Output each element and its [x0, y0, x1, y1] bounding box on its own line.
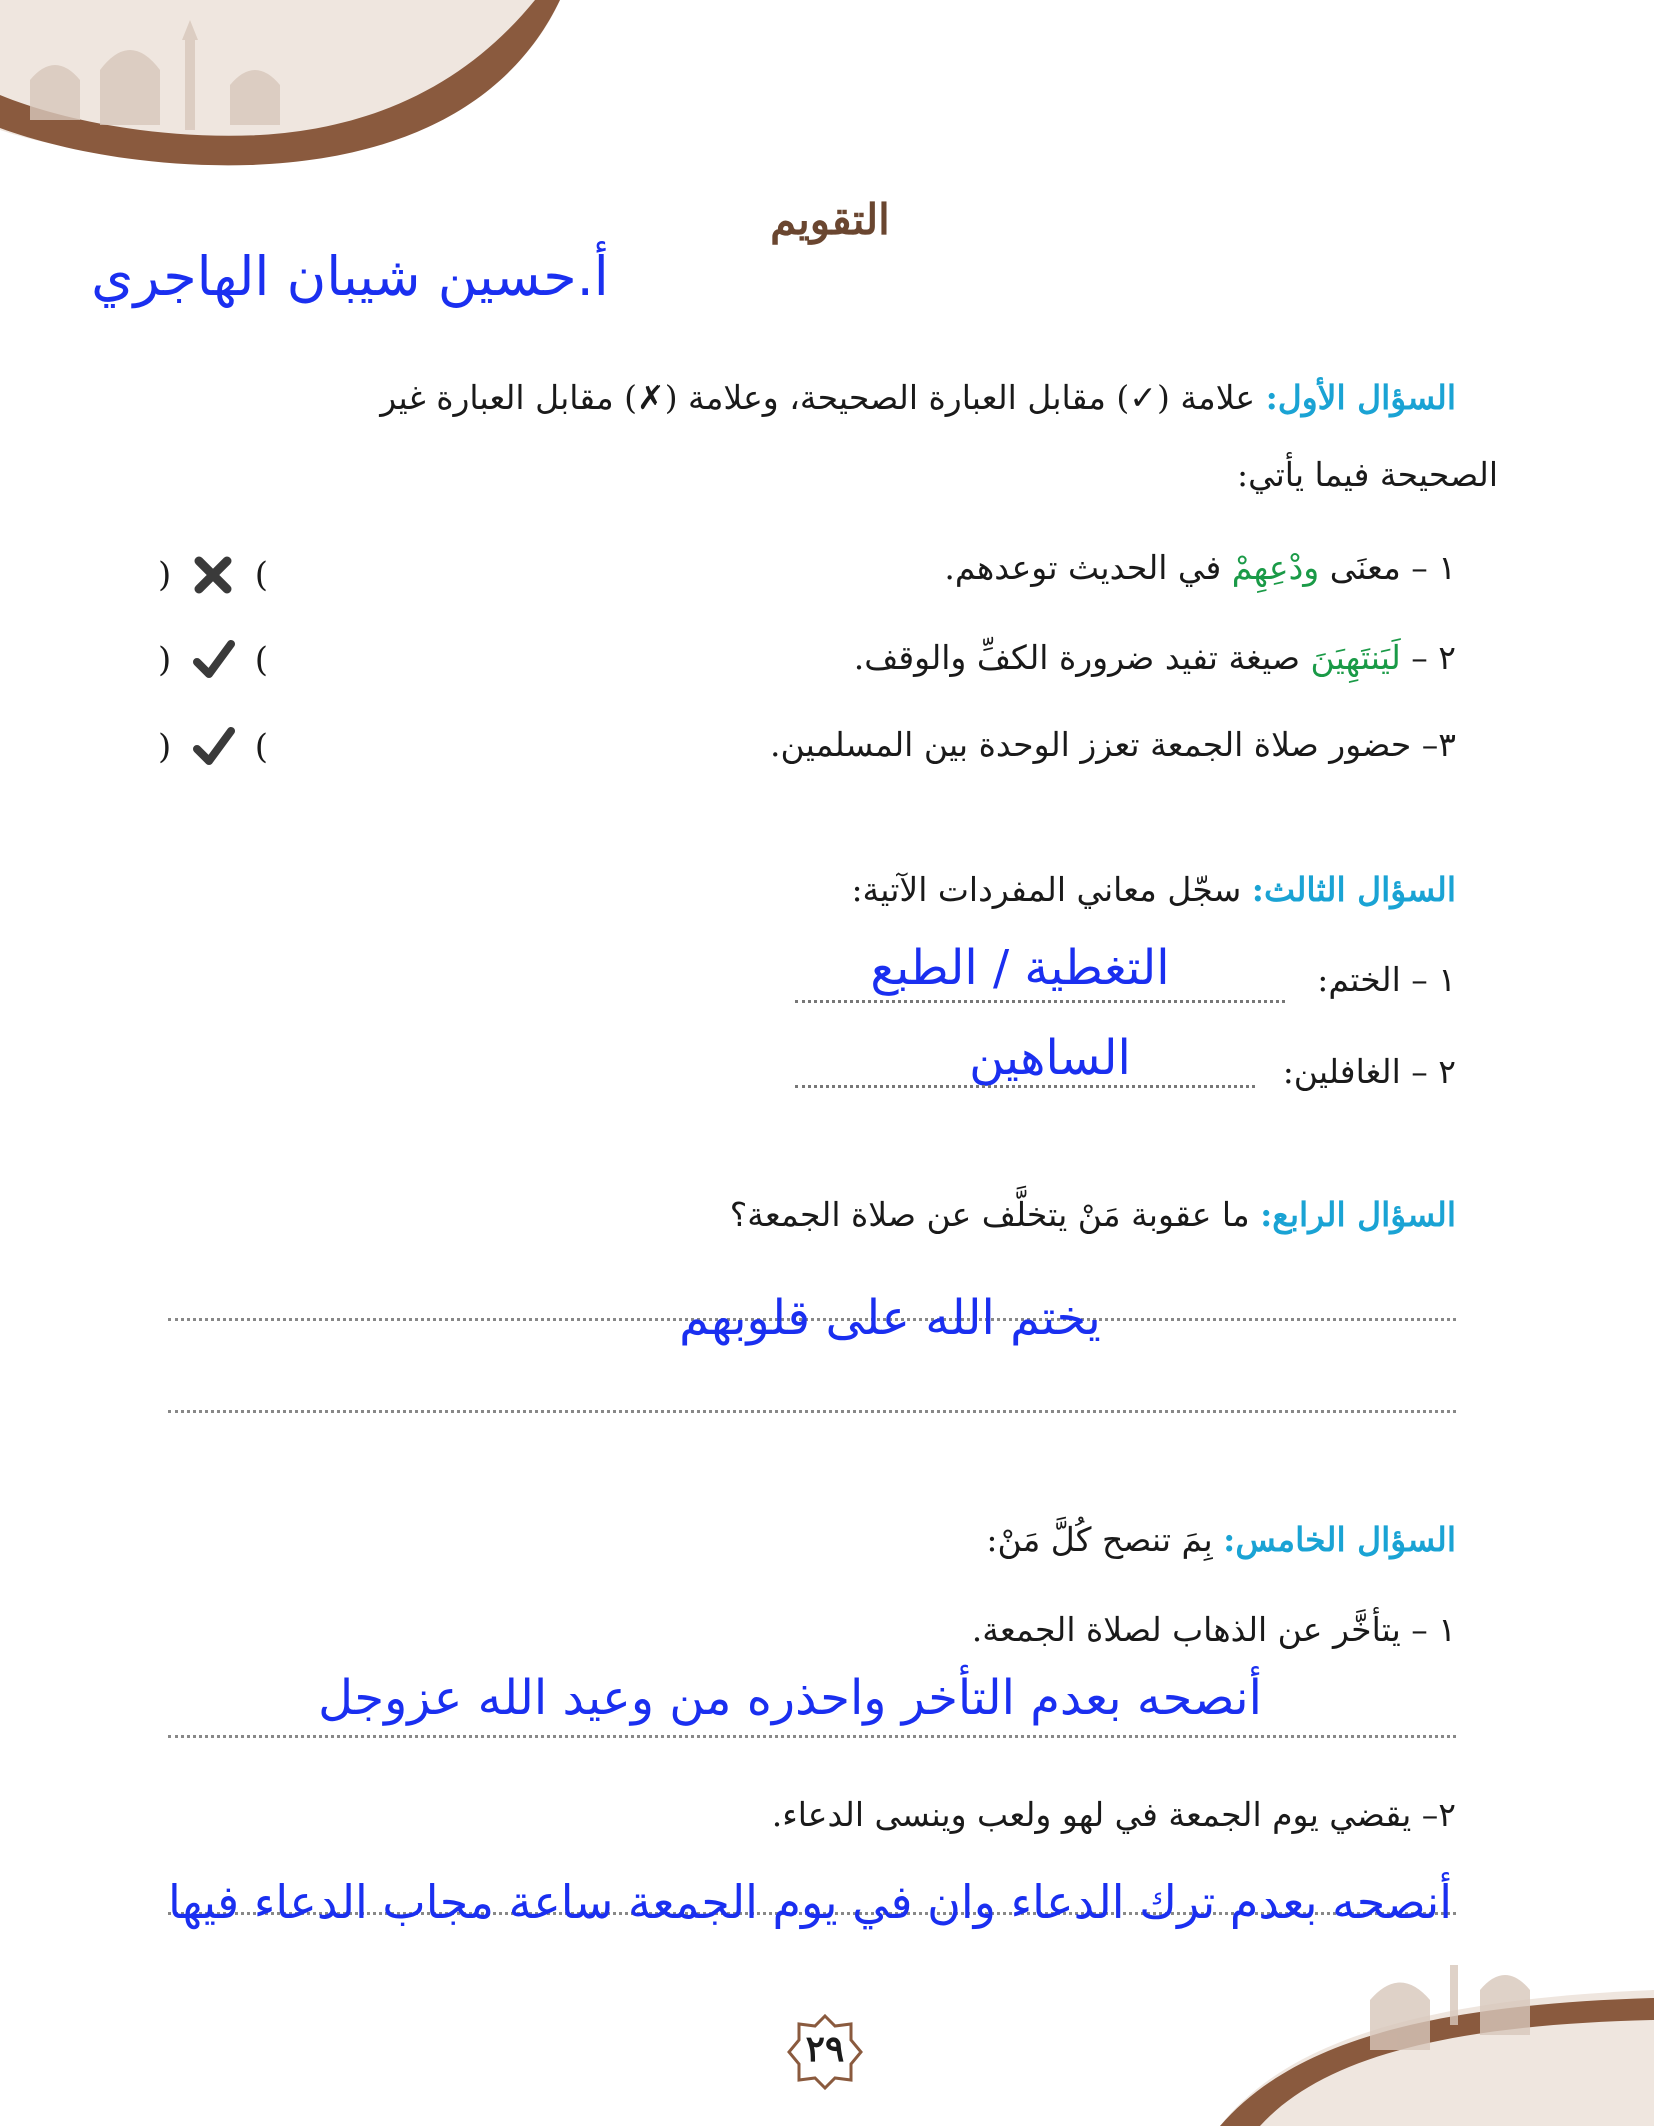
q1-item-3	[456, 725, 1456, 764]
answer-line	[168, 1410, 1456, 1413]
paren-right: )	[158, 640, 172, 680]
q4-text: ما عقوبة مَنْ يتخلَّف عن صلاة الجمعة؟	[729, 1195, 1261, 1234]
q3-item-2-label: ٢ – الغافلين:	[1282, 1052, 1456, 1091]
answer-line	[795, 1000, 1285, 1003]
paren-right: )	[158, 727, 172, 767]
q1-label: السؤال الأول:	[1265, 378, 1456, 417]
answer-line	[795, 1085, 1255, 1088]
item-text: حضور صلاة الجمعة تعزز الوحدة بين المسلمين.	[770, 725, 1422, 764]
item-highlight: ودْعِهِمْ	[1231, 548, 1320, 587]
item-text	[1401, 638, 1412, 677]
q3-label: السؤال الثالث:	[1251, 870, 1456, 909]
page-title: التقويم	[770, 195, 890, 244]
item-text: في الحديث توعدهم.	[944, 548, 1232, 587]
q1-item-2	[456, 638, 1456, 677]
q3-item-1-label: ١ – الختم:	[1317, 960, 1456, 999]
cross-mark-icon	[191, 553, 235, 597]
q1-prompt	[156, 378, 1456, 417]
paren-left: (	[254, 727, 268, 767]
item-number: ٣–	[1421, 725, 1456, 764]
q1-item-1	[456, 548, 1456, 587]
paren-right: )	[158, 555, 172, 595]
check-mark-icon	[191, 638, 235, 682]
q3-answer-2: الساهين	[969, 1030, 1131, 1086]
q3-answer-1: التغطية / الطبع	[870, 940, 1170, 996]
item-number: ١ –	[1411, 548, 1456, 587]
q5-item-1: ١ – يتأخَّر عن الذهاب لصلاة الجمعة.	[971, 1610, 1456, 1649]
q1-answer-1	[158, 545, 268, 605]
q5-label: السؤال الخامس:	[1223, 1520, 1456, 1559]
q1-prompt-cont: الصحيحة فيما يأتي:	[1237, 455, 1498, 494]
page-number: ٢٩	[805, 2028, 845, 2070]
check-mark-icon	[191, 725, 235, 769]
author-name: أ.حسين شيبان الهاجري	[91, 245, 609, 308]
corner-decoration-top	[0, 0, 560, 180]
item-highlight: لَيَنتَهِيَنَ	[1310, 638, 1401, 677]
q1-answer-3	[158, 717, 268, 777]
q5-answer-2: أنصحه بعدم ترك الدعاء وان في يوم الجمعة ساعة مجاب الدعاء فيها	[168, 1875, 1452, 1929]
item-number: ٢ –	[1411, 638, 1456, 677]
answer-line	[168, 1735, 1456, 1738]
corner-decoration-bottom	[1220, 1960, 1654, 2126]
q1-text: علامة (✓) مقابل العبارة الصحيحة، وعلامة (✗) مقابل العبارة غير	[380, 378, 1266, 417]
q5-item-2: ٢– يقضي يوم الجمعة في لهو ولعب وينسى الدعاء.	[771, 1795, 1456, 1834]
paren-left: (	[254, 555, 268, 595]
q4-answer: يختم الله على قلوبهم	[679, 1290, 1101, 1346]
q5-answer-1: أنصحه بعدم التأخر واحذره من وعيد الله عزوجل	[318, 1670, 1262, 1726]
q3-prompt	[456, 870, 1456, 909]
q5-prompt	[456, 1520, 1456, 1559]
q4-label: السؤال الرابع:	[1260, 1195, 1456, 1234]
q4-prompt	[456, 1195, 1456, 1234]
q1-answer-2	[158, 630, 268, 690]
q5-text: بِمَ تنصح كُلَّ مَنْ:	[986, 1520, 1224, 1559]
item-text: معنَى	[1319, 548, 1412, 587]
item-text: صيغة تفيد ضرورة الكفِّ والوقف.	[853, 638, 1311, 677]
q3-text: سجّل معاني المفردات الآتية:	[851, 870, 1252, 909]
paren-left: (	[254, 640, 268, 680]
